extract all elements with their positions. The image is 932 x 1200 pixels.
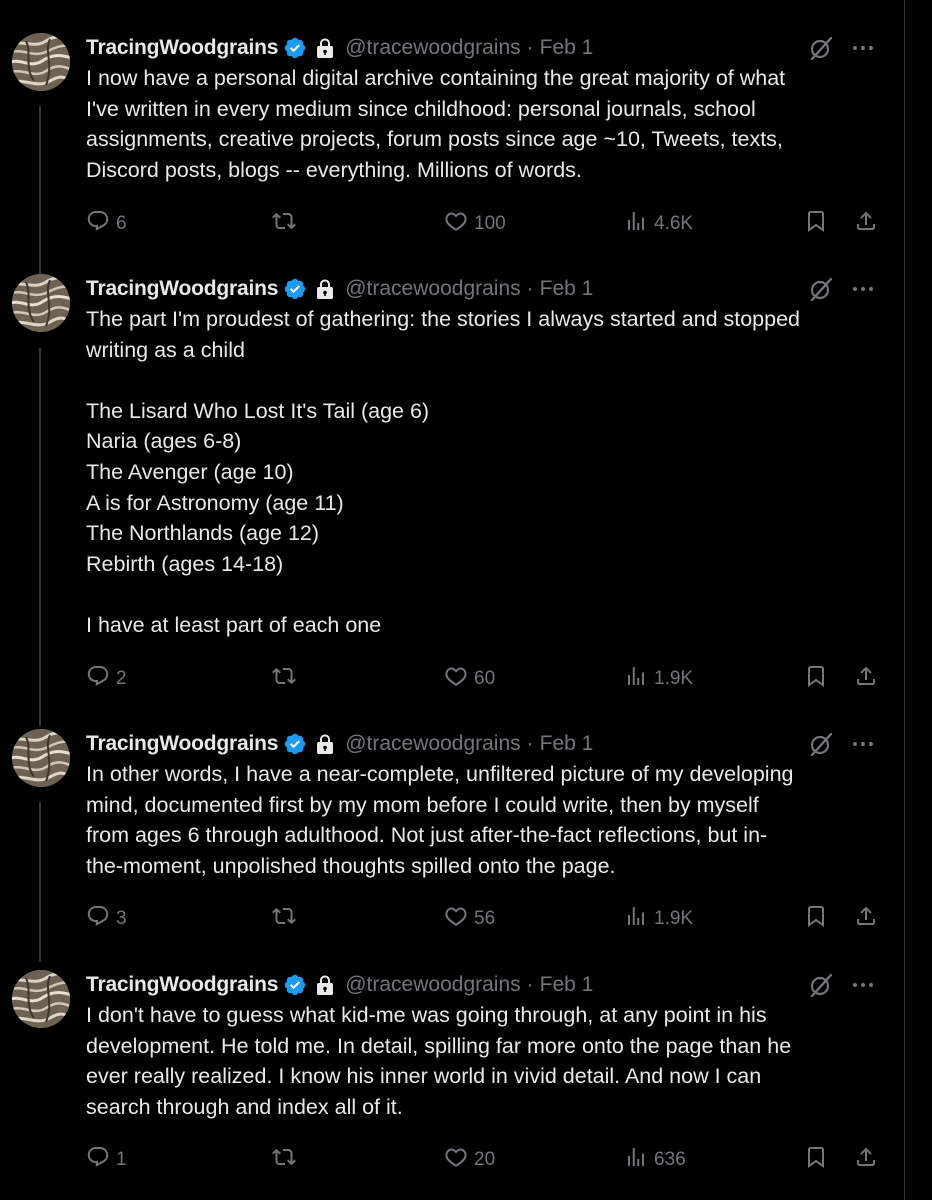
verified-badge-icon[interactable] <box>283 36 307 60</box>
tweet-actions <box>86 904 882 934</box>
tweet-text-line: I now have a personal digital archive containing the great majority of what <box>86 66 786 90</box>
views-count: 1.9K <box>654 668 694 689</box>
share-icon <box>854 904 878 934</box>
bookmark-button[interactable] <box>804 209 828 239</box>
like-button[interactable] <box>444 1145 495 1175</box>
tweet-text <box>86 759 876 881</box>
tweet-text-line: Rebirth (ages 14-18) <box>86 551 284 576</box>
share-button[interactable] <box>854 664 878 694</box>
tweet-text-line: The Avenger (age 10) <box>86 459 294 484</box>
tweet-text-line: from ages 6 through adulthood. Not just after-the-fact reflections, but in- <box>86 823 768 848</box>
views-button[interactable] <box>624 209 693 239</box>
bookmark-icon <box>804 1145 828 1175</box>
views-count: 636 <box>654 1149 686 1170</box>
reply-button[interactable] <box>86 209 127 239</box>
heart-icon <box>444 1145 468 1175</box>
tweet-content <box>86 729 876 881</box>
like-button[interactable] <box>444 904 495 934</box>
reply-icon <box>86 904 110 934</box>
tweet-text-line: The Northlands (age 12) <box>86 521 320 546</box>
replies-count: 6 <box>116 213 127 234</box>
tweet-text-line: the-moment, unpolished thoughts spilled onto the page. <box>86 853 616 878</box>
heart-icon <box>444 904 468 934</box>
author-name[interactable]: TracingWoodgrains <box>86 973 279 996</box>
header-actions <box>808 970 876 1000</box>
replies-count: 2 <box>116 668 127 689</box>
more-options-icon[interactable] <box>850 731 876 757</box>
header-actions <box>808 729 876 759</box>
tweet-date[interactable]: Feb 1 <box>539 732 594 755</box>
reply-icon <box>86 664 110 694</box>
tweet-content <box>86 274 876 641</box>
retweet-button[interactable] <box>272 209 296 239</box>
more-options-icon[interactable] <box>850 276 876 302</box>
grok-icon[interactable] <box>808 35 834 61</box>
share-icon <box>854 1145 878 1175</box>
reply-button[interactable] <box>86 904 127 934</box>
lock-icon <box>315 733 335 755</box>
tweet-text-line: development. He told me. In detail, spilling far more onto the page than he <box>86 1033 792 1058</box>
likes-count: 100 <box>474 213 506 234</box>
retweet-button[interactable] <box>272 1145 296 1175</box>
analytics-icon <box>624 904 648 934</box>
lock-icon <box>315 37 335 59</box>
tweet-text-line: assignments, creative projects, forum posts since age ~10, Tweets, texts, <box>86 127 783 152</box>
views-button[interactable] <box>624 664 693 694</box>
thread-connector <box>39 106 41 282</box>
tweet-text-line: Naria (ages 6-8) <box>86 429 242 454</box>
retweet-icon <box>272 209 296 239</box>
analytics-icon <box>624 664 648 694</box>
verified-badge-icon[interactable] <box>283 277 307 301</box>
replies-count: 1 <box>116 1149 127 1170</box>
tweet-text-line: I've written in every medium since childhood: personal journals, school <box>86 96 756 121</box>
bookmark-button[interactable] <box>804 1145 828 1175</box>
author-handle[interactable]: @tracewoodgrains <box>345 973 521 996</box>
tweet-text-line: mind, documented first by my mom before I could write, then by myself <box>86 792 759 817</box>
share-button[interactable] <box>854 1145 878 1175</box>
thread-connector <box>39 802 41 962</box>
heart-icon <box>444 209 468 239</box>
column-border <box>904 0 905 1200</box>
lock-icon <box>315 278 335 300</box>
tweet-content <box>86 970 876 1122</box>
bookmark-button[interactable] <box>804 664 828 694</box>
avatar[interactable] <box>12 729 70 787</box>
tweet-text-line: The Lisard Who Lost It's Tail (age 6) <box>86 398 430 423</box>
blank-line <box>86 579 876 610</box>
retweet-button[interactable] <box>272 904 296 934</box>
author-handle[interactable]: @tracewoodgrains <box>345 36 521 59</box>
tweet-text-line: writing as a child <box>86 337 245 362</box>
likes-count: 60 <box>474 668 496 689</box>
author-name[interactable]: TracingWoodgrains <box>86 277 279 300</box>
verified-badge-icon[interactable] <box>283 732 307 756</box>
tweet-text-line: The part I'm proudest of gathering: the stories I always started and stopped <box>86 307 801 331</box>
tweet-header <box>86 970 876 1000</box>
avatar[interactable] <box>12 274 70 332</box>
views-button[interactable] <box>624 1145 686 1175</box>
tweet-date[interactable]: Feb 1 <box>539 36 594 59</box>
retweet-icon <box>272 904 296 934</box>
author-name[interactable]: TracingWoodgrains <box>86 36 279 59</box>
like-button[interactable] <box>444 664 495 694</box>
grok-icon[interactable] <box>808 972 834 998</box>
tweet-header <box>86 33 876 63</box>
avatar[interactable] <box>12 33 70 91</box>
header-actions <box>808 274 876 304</box>
analytics-icon <box>624 209 648 239</box>
avatar[interactable] <box>12 970 70 1028</box>
more-options-icon[interactable] <box>850 35 876 61</box>
tweet-text-line: search through and index all of it. <box>86 1094 403 1119</box>
tweet-date[interactable]: Feb 1 <box>539 277 594 300</box>
bookmark-icon <box>804 904 828 934</box>
tweet-date[interactable]: Feb 1 <box>539 973 594 996</box>
separator-dot: · <box>526 732 534 755</box>
tweet-text <box>86 63 876 185</box>
tweet-text-line: I don't have to guess what kid-me was going through, at any point in his <box>86 1003 767 1027</box>
views-button[interactable] <box>624 904 693 934</box>
grok-icon[interactable] <box>808 731 834 757</box>
author-handle[interactable]: @tracewoodgrains <box>345 732 521 755</box>
tweet-actions <box>86 664 882 694</box>
replies-count: 3 <box>116 908 127 929</box>
lock-icon <box>315 974 335 996</box>
grok-icon[interactable] <box>808 276 834 302</box>
reply-button[interactable] <box>86 664 127 694</box>
retweet-button[interactable] <box>272 664 296 694</box>
author-handle[interactable]: @tracewoodgrains <box>345 277 521 300</box>
retweet-icon <box>272 664 296 694</box>
separator-dot: · <box>526 973 534 996</box>
retweet-icon <box>272 1145 296 1175</box>
tweet-text-line: I have at least part of each one <box>86 612 382 637</box>
tweet-text <box>86 1000 876 1122</box>
tweet-actions <box>86 1145 882 1175</box>
tweet-header <box>86 729 876 759</box>
views-count: 1.9K <box>654 908 694 929</box>
share-button[interactable] <box>854 209 878 239</box>
tweet-actions <box>86 209 882 239</box>
tweet-text-line: Discord posts, blogs -- everything. Millions of words. <box>86 157 582 182</box>
more-options-icon[interactable] <box>850 972 876 998</box>
tweet-text-line: ever really realized. I know his inner world in vivid detail. And now I can <box>86 1064 762 1089</box>
analytics-icon <box>624 1145 648 1175</box>
likes-count: 56 <box>474 908 496 929</box>
blank-line <box>86 365 876 396</box>
bookmark-icon <box>804 209 828 239</box>
like-button[interactable] <box>444 209 506 239</box>
reply-icon <box>86 209 110 239</box>
share-icon <box>854 664 878 694</box>
views-count: 4.6K <box>654 213 694 234</box>
bookmark-button[interactable] <box>804 904 828 934</box>
author-name[interactable]: TracingWoodgrains <box>86 732 279 755</box>
verified-badge-icon[interactable] <box>283 973 307 997</box>
reply-icon <box>86 1145 110 1175</box>
tweet-header <box>86 274 876 304</box>
tweet-text-line: In other words, I have a near-complete, unfiltered picture of my developing <box>86 762 794 786</box>
share-icon <box>854 209 878 239</box>
thread-connector <box>39 348 41 726</box>
tweet-text <box>86 304 876 641</box>
separator-dot: · <box>526 277 534 300</box>
share-button[interactable] <box>854 904 878 934</box>
bookmark-icon <box>804 664 828 694</box>
tweet-content <box>86 33 876 185</box>
likes-count: 20 <box>474 1149 496 1170</box>
tweet-text-line: A is for Astronomy (age 11) <box>86 490 344 515</box>
separator-dot: · <box>526 36 534 59</box>
reply-button[interactable] <box>86 1145 127 1175</box>
heart-icon <box>444 664 468 694</box>
header-actions <box>808 33 876 63</box>
